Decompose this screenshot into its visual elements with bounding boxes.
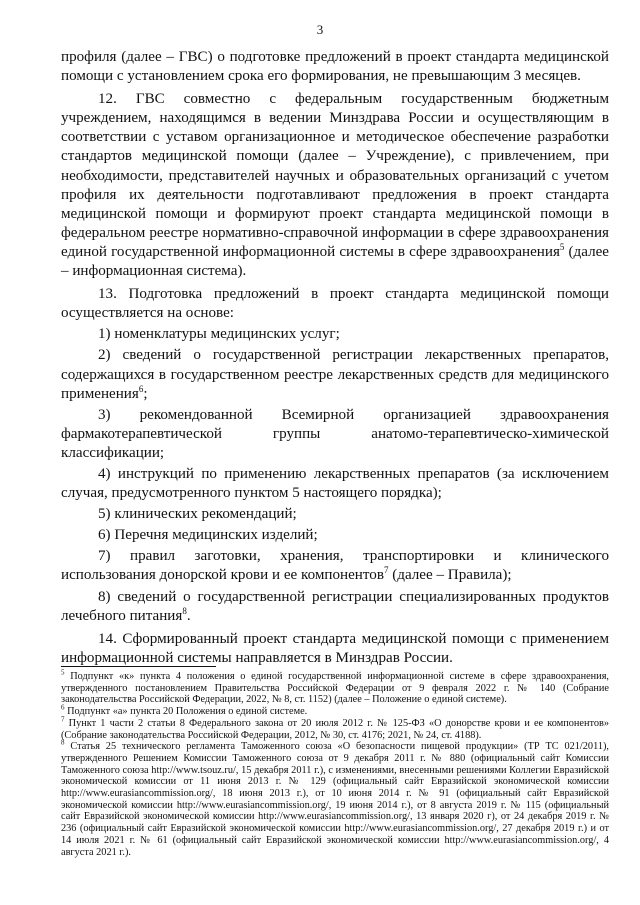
document-body xyxy=(61,48,609,668)
list-item-4 xyxy=(61,465,609,503)
footnote-mark: 5 xyxy=(61,668,65,677)
footnote-7 xyxy=(61,715,609,741)
footnote-divider xyxy=(61,666,216,667)
paragraph-text: 13. Подготовка предложений в проект стандарта медицинской помощи осуществляется на основе: xyxy=(61,286,609,322)
list-item-5 xyxy=(61,505,609,524)
list-item-text: 7) правил заготовки, хранения, транспортировки и клинического использования донорской крови и ее компонентов xyxy=(61,548,609,584)
footnote-6 xyxy=(61,703,609,718)
list-item-text: 5) клинических рекомендаций; xyxy=(98,506,297,523)
paragraph-12 xyxy=(61,90,609,281)
list-item-text: 6) Перечня медицинских изделий; xyxy=(98,527,318,544)
footnote-mark: 6 xyxy=(61,703,65,712)
footnote-mark: 8 xyxy=(61,738,65,747)
list-item-text: 3) рекомендованной Всемирной организацией здравоохранения фармакотерапевтической группы анатомо-терапевтическо-химической классификации; xyxy=(61,406,609,461)
list-item-text: 2) сведений о государственной регистрации лекарственных препаратов, содержащихся в государственном реестре лекарственных средств для медицинского применения xyxy=(61,347,609,402)
footnote-mark: 7 xyxy=(61,715,65,724)
footnote-8 xyxy=(61,738,609,858)
list-item-text: (далее – Правила); xyxy=(392,567,512,584)
paragraph-text: 14. Сформированный проект стандарта медицинской помощи с применением информационной системы направляется в Минздрав России. xyxy=(61,630,609,666)
punctuation: . xyxy=(186,607,191,624)
list-item-6 xyxy=(61,526,609,545)
list-item-2 xyxy=(61,346,609,403)
footnotes xyxy=(61,668,609,858)
paragraph-text: 12. ГВС совместно с федеральным государственным бюджетным учреждением, находящимся в ведении Минздрава России и осуществляющим в соответствии с уставом организационное и методическое обеспечение разработки стандартов медицинской помощи (далее – Учреждение), с привлечением, при необходимости, представителей научных и образовательных организаций с учетом профиля их деятельности подготавливают предложения в проект стандарта медицинской помощи и формируют проект стандарта медицинской помощи в федеральном реестре нормативно-справочной информации в сфере здравоохранения единой государственной информационной системы в сфере здравоохранения xyxy=(61,91,609,260)
footnote-text: Пункт 1 части 2 статьи 8 Федерального закона от 20 июля 2012 г. № 125-ФЗ «О донорстве крови и ее компонентов» (Собрание законодательства Российской Федерации, 2012, № 30, ст. 4176; 2021, № 24, ст. 4188). xyxy=(61,717,609,741)
footnote-ref-8[interactable]: 8 xyxy=(182,605,187,616)
paragraph-14 xyxy=(61,630,609,668)
list-item-1 xyxy=(61,325,609,344)
footnote-text: Подпункт «к» пункта 4 положения о единой государственной информационной системе в сфере здравоохранения, утвержденного постановлением Правительства Российской Федерации от 9 февраля 2022 г. № 140 (Собрание законодательства Российской Федерации, 2022, № 8, ст. 1152) (далее – Положение о единой системе). xyxy=(61,671,609,706)
list-item-3 xyxy=(61,406,609,463)
footnote-ref-6[interactable]: 6 xyxy=(138,383,144,394)
page-number: 3 xyxy=(316,22,324,37)
list-item-text: 1) номенклатуры медицинских услуг; xyxy=(98,326,340,343)
list-item-text: 8) сведений о государственной регистрации специализированных продуктов лечебного питания xyxy=(61,588,609,624)
footnote-ref-7[interactable]: 7 xyxy=(383,565,389,576)
footnote-ref-5[interactable]: 5 xyxy=(559,241,565,252)
footnote-text: Подпункт «а» пункта 20 Положения о единой системе. xyxy=(67,706,308,718)
paragraph-text: профиля (далее – ГВС) о подготовке предложений в проект стандарта медицинской помощи с установлением срока его формирования, не превышающим 3 месяцев. xyxy=(61,49,609,85)
paragraph-text: (далее – информационная система). xyxy=(61,243,609,280)
paragraph-11-end xyxy=(61,48,609,86)
footnote-5 xyxy=(61,668,609,706)
list-item-7 xyxy=(61,547,609,585)
list-item-8 xyxy=(61,588,609,626)
paragraph-13 xyxy=(61,285,609,323)
footnote-text: Статья 25 технического регламента Таможенного союза «О безопасности пищевой продукции» (ТР ТС 021/2011), утвержденного Решением Комиссии Таможенного союза от 9 декабря 2011 г. № 880 (официальный сайт Комиссии Таможенного союза http://www.tsouz.ru/, 15 декабря 2011 г.), с изменениями, внесенными решениями Коллегии Евразийской экономической комиссии от 11 июня 2013 г. № 129 (официальный сайт Евразийской экономической комиссии http://www.eurasiancommission.org/, 18 июня 2013 г.), от 10 июня 2014 г. № 91 (официальный сайт Евразийской экономической комиссии http://www.eurasiancommission.org/, 19 июня 2014 г.), от 8 августа 2019 г. № 115 (официальный сайт Евразийской экономической комиссии http://www.eurasiancommission.org/, 13 января 2020 г), от 24 декабря 2019 г. № 236 (официальный сайт Евразийской экономической комиссии http://www.eurasiancommission.org/, 27 декабря 2019 г.) и от 14 июля 2021 г. № 61 (официальный сайт Евразийской экономической комиссии http://www.eurasiancommission.org/, 4 августа 2021 г.). xyxy=(61,741,609,858)
list-item-text: 4) инструкций по применению лекарственных препаратов (за исключением случая, предусмотренного пунктом 5 настоящего порядка); xyxy=(61,465,609,502)
punctuation: ; xyxy=(143,385,148,402)
